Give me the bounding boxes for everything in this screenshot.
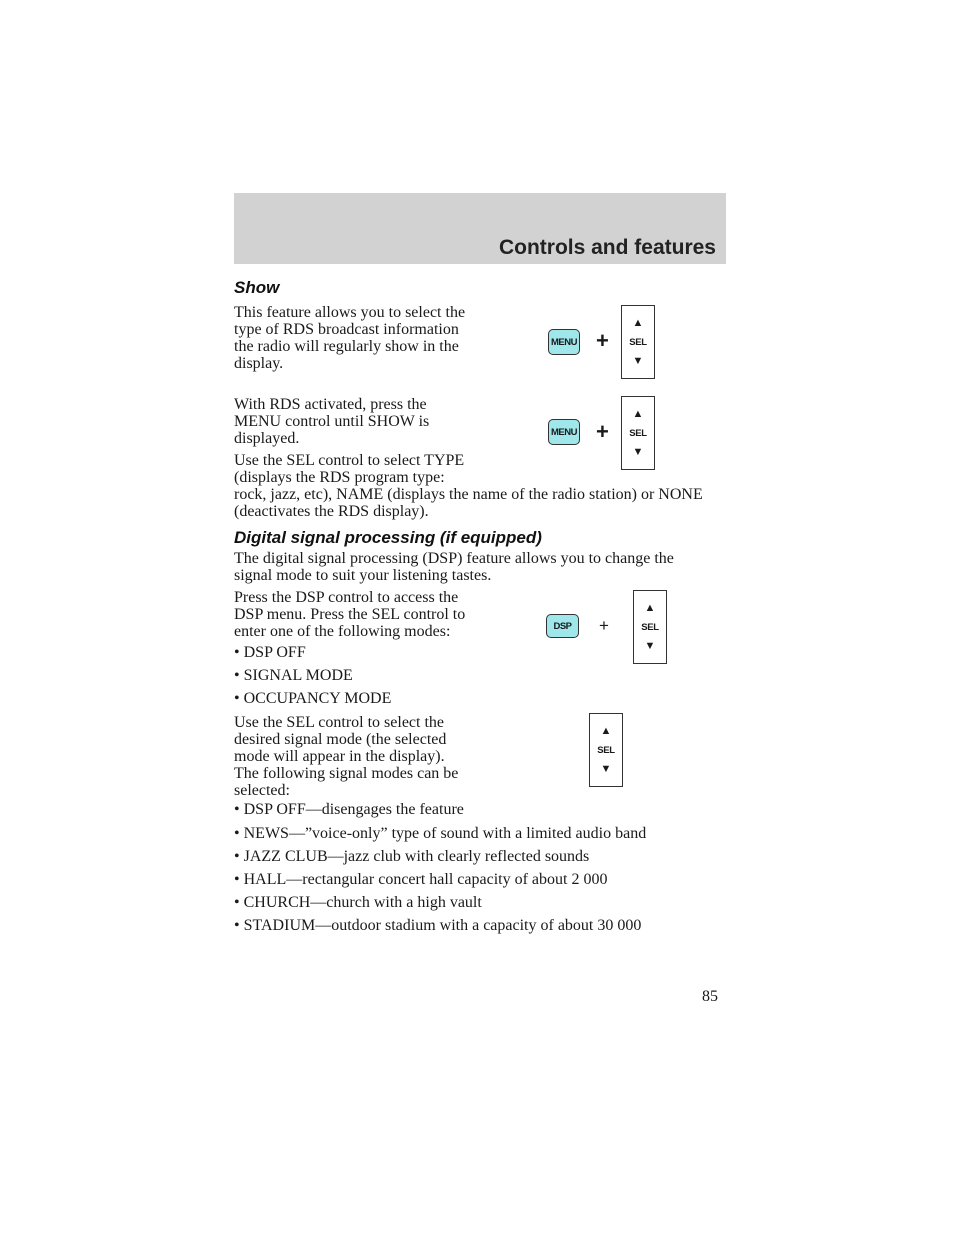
sel-control-illustration xyxy=(633,590,667,664)
show-paragraph-1: This feature allows you to select the type of RDS broadcast information the radio will regularly show in the display. xyxy=(234,304,466,372)
list-item: • CHURCH—church with a high vault xyxy=(234,894,482,911)
list-item: • JAZZ CLUB—jazz club with clearly reflected sounds xyxy=(234,848,590,865)
show-paragraph-3: Use the SEL control to select TYPE (displays the RDS program type: rock, jazz, etc), NAME (displays the name of the radio station) or NONE (deactivates the RDS display). xyxy=(234,452,703,520)
dsp-button-illustration: DSP xyxy=(546,614,579,638)
show-heading: Show xyxy=(234,278,280,297)
sel-label: SEL xyxy=(641,622,659,633)
down-arrow-icon: ▼ xyxy=(644,640,656,652)
show-paragraph-2: With RDS activated, press the MENU control until SHOW is displayed. xyxy=(234,396,430,447)
dsp-heading: Digital signal processing (if equipped) xyxy=(234,528,542,547)
dsp-paragraph-3: Use the SEL control to select the desired signal mode (the selected mode will appear in the display). The following signal modes can be selected: xyxy=(234,714,459,799)
up-arrow-icon: ▲ xyxy=(632,408,644,420)
plus-sign: + xyxy=(599,616,609,635)
down-arrow-icon: ▼ xyxy=(632,355,644,367)
up-arrow-icon: ▲ xyxy=(644,602,656,614)
plus-sign: + xyxy=(596,328,609,353)
sel-control-illustration xyxy=(589,713,623,787)
dsp-paragraph-1: The digital signal processing (DSP) feature allows you to change the signal mode to suit your listening tastes. xyxy=(234,550,674,584)
sel-control-illustration xyxy=(621,305,655,379)
list-item: • DSP OFF xyxy=(234,644,306,661)
list-item: • OCCUPANCY MODE xyxy=(234,690,392,707)
header-band xyxy=(234,193,726,264)
menu-button-illustration: MENU xyxy=(548,329,580,355)
sel-label: SEL xyxy=(597,745,615,756)
plus-sign: + xyxy=(596,419,609,444)
up-arrow-icon: ▲ xyxy=(600,725,612,737)
down-arrow-icon: ▼ xyxy=(600,763,612,775)
sel-label: SEL xyxy=(629,428,647,439)
sel-control-illustration xyxy=(621,396,655,470)
page-number: 85 xyxy=(702,988,718,1005)
up-arrow-icon: ▲ xyxy=(632,317,644,329)
list-item: • HALL—rectangular concert hall capacity of about 2 000 xyxy=(234,871,608,888)
list-item: • SIGNAL MODE xyxy=(234,667,353,684)
dsp-paragraph-2: Press the DSP control to access the DSP menu. Press the SEL control to enter one of the following modes: xyxy=(234,589,466,640)
list-item: • DSP OFF—disengages the feature xyxy=(234,801,464,818)
list-item: • NEWS—”voice-only” type of sound with a limited audio band xyxy=(234,825,647,842)
sel-label: SEL xyxy=(629,337,647,348)
list-item: • STADIUM—outdoor stadium with a capacity of about 30 000 xyxy=(234,917,642,934)
down-arrow-icon: ▼ xyxy=(632,446,644,458)
section-title: Controls and features xyxy=(498,236,716,259)
menu-button-illustration: MENU xyxy=(548,419,580,445)
